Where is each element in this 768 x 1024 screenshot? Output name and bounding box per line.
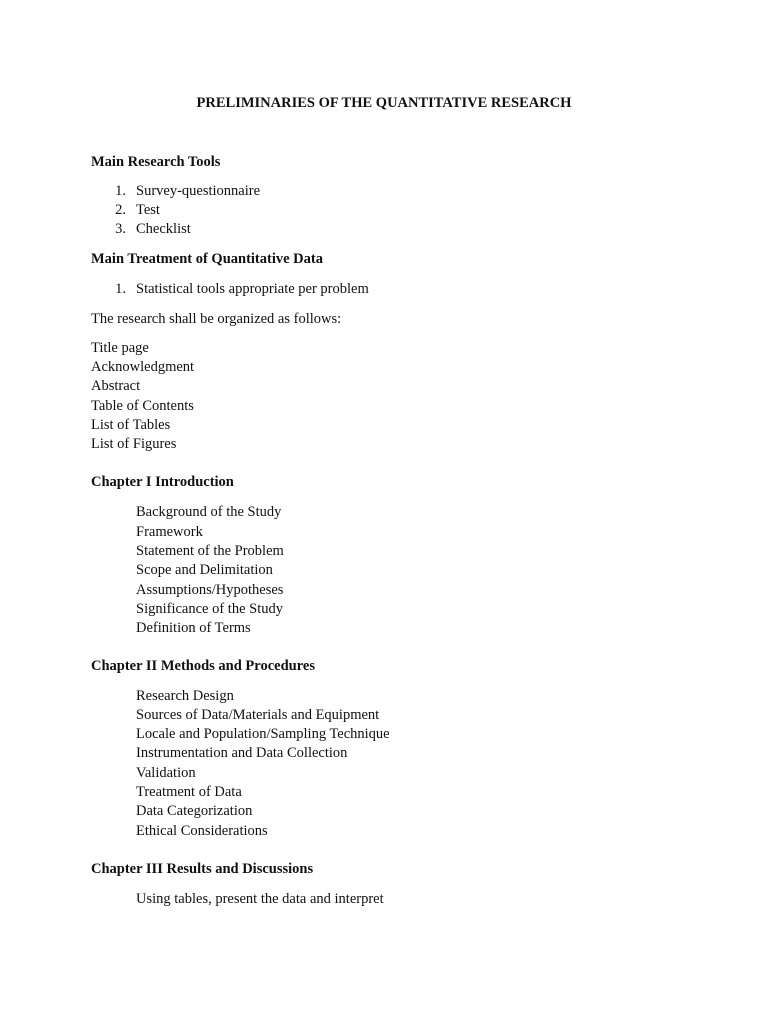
section-heading-treatment: Main Treatment of Quantitative Data xyxy=(91,251,323,267)
chapter-item: Treatment of Data xyxy=(136,784,242,800)
chapter-item: Data Categorization xyxy=(136,803,253,819)
chapter-item: Framework xyxy=(136,524,203,540)
front-matter-item: List of Figures xyxy=(91,436,177,452)
front-matter-item: List of Tables xyxy=(91,417,171,433)
chapter-item: Statement of the Problem xyxy=(136,543,284,559)
chapter-item: Background of the Study xyxy=(136,504,282,520)
front-matter-item: Acknowledgment xyxy=(91,359,195,375)
organized-intro: The research shall be organized as follows: xyxy=(91,311,342,327)
item-number: 2. xyxy=(115,202,126,218)
chapter-item: Locale and Population/Sampling Technique xyxy=(136,726,390,742)
chapter-heading-2: Chapter II Methods and Procedures xyxy=(91,658,315,674)
chapter-item: Scope and Delimitation xyxy=(136,562,273,578)
front-matter-item: Abstract xyxy=(91,378,141,394)
chapter-item: Assumptions/Hypotheses xyxy=(136,582,284,598)
chapter-item: Validation xyxy=(136,765,196,781)
chapter-item: Definition of Terms xyxy=(136,620,251,636)
chapter-item: Research Design xyxy=(136,688,234,704)
chapter-heading-3: Chapter III Results and Discussions xyxy=(91,861,314,877)
page-title: PRELIMINARIES OF THE QUANTITATIVE RESEARCH xyxy=(196,95,572,111)
item-text: Checklist xyxy=(136,221,191,237)
item-text: Statistical tools appropriate per problem xyxy=(136,281,369,297)
item-number: 1. xyxy=(115,281,126,297)
chapter-item: Sources of Data/Materials and Equipment xyxy=(136,707,380,723)
chapter-item: Ethical Considerations xyxy=(136,823,268,839)
item-text: Test xyxy=(136,202,160,218)
item-number: 1. xyxy=(115,183,126,199)
chapter-item: Instrumentation and Data Collection xyxy=(136,745,348,761)
front-matter-item: Table of Contents xyxy=(91,398,194,414)
front-matter-item: Title page xyxy=(91,340,149,356)
item-number: 3. xyxy=(115,221,126,237)
chapter-heading-1: Chapter I Introduction xyxy=(91,474,234,490)
chapter-item: Using tables, present the data and interpret xyxy=(136,891,384,907)
item-text: Survey-questionnaire xyxy=(136,183,261,199)
section-heading-tools: Main Research Tools xyxy=(91,154,221,170)
chapter-item: Significance of the Study xyxy=(136,601,283,617)
